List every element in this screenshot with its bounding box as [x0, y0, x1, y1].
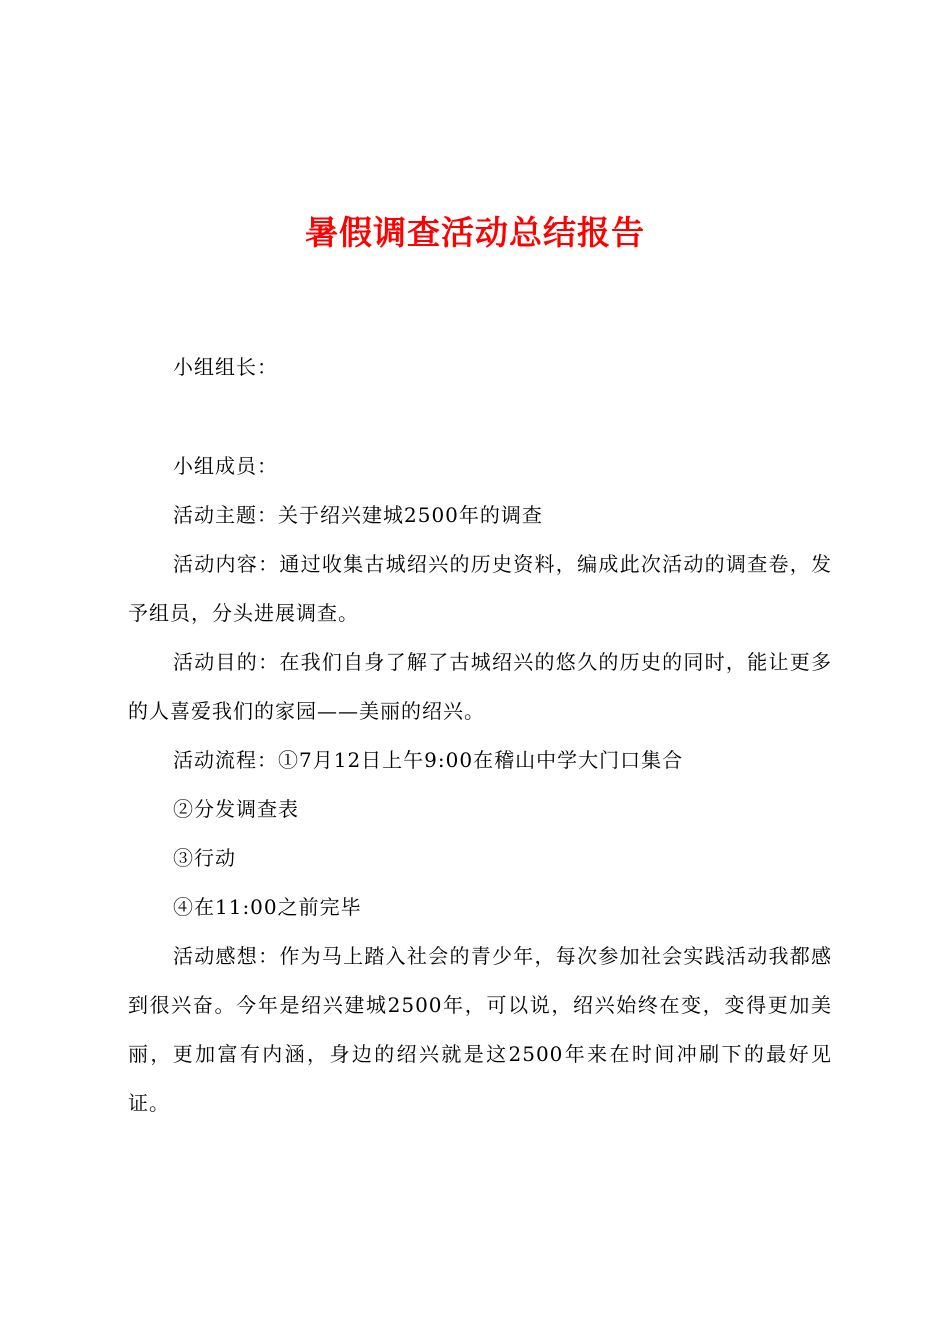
- paragraph-activity-reflection: 活动感想：作为马上踏入社会的青少年，每次参加社会实践活动我都感到很兴奋。今年是绍兴建城2500年，可以说，绍兴始终在变，变得更加美丽，更加富有内涵，身边的绍兴就是这2500年来在时间冲刷下的最好见证。: [128, 944, 832, 1115]
- document-title: 暑假调查活动总结报告: [305, 213, 645, 252]
- paragraph-activity-process-step-3: ③行动: [173, 846, 236, 870]
- paragraph-activity-purpose: 活动目的：在我们自身了解了古城绍兴的悠久的历史的同时，能让更多的人喜爱我们的家园——美丽的绍兴。: [128, 650, 832, 723]
- paragraph-activity-process-step-1: 活动流程：①7月12日上午9:00在稽山中学大门口集合: [173, 748, 684, 772]
- paragraph-activity-content: 活动内容：通过收集古城绍兴的历史资料，编成此次活动的调查卷，发予组员，分头进展调查。: [128, 552, 832, 625]
- paragraph-group-leader: 小组组长：: [173, 355, 278, 379]
- paragraph-activity-process-step-4: ④在11:00之前完毕: [173, 895, 362, 919]
- paragraph-activity-process-step-2: ②分发调查表: [173, 797, 299, 821]
- document-body: [128, 343, 832, 1128]
- paragraph-group-members: 小组成员：: [173, 454, 278, 478]
- paragraph-activity-theme: 活动主题：关于绍兴建城2500年的调查: [173, 503, 543, 527]
